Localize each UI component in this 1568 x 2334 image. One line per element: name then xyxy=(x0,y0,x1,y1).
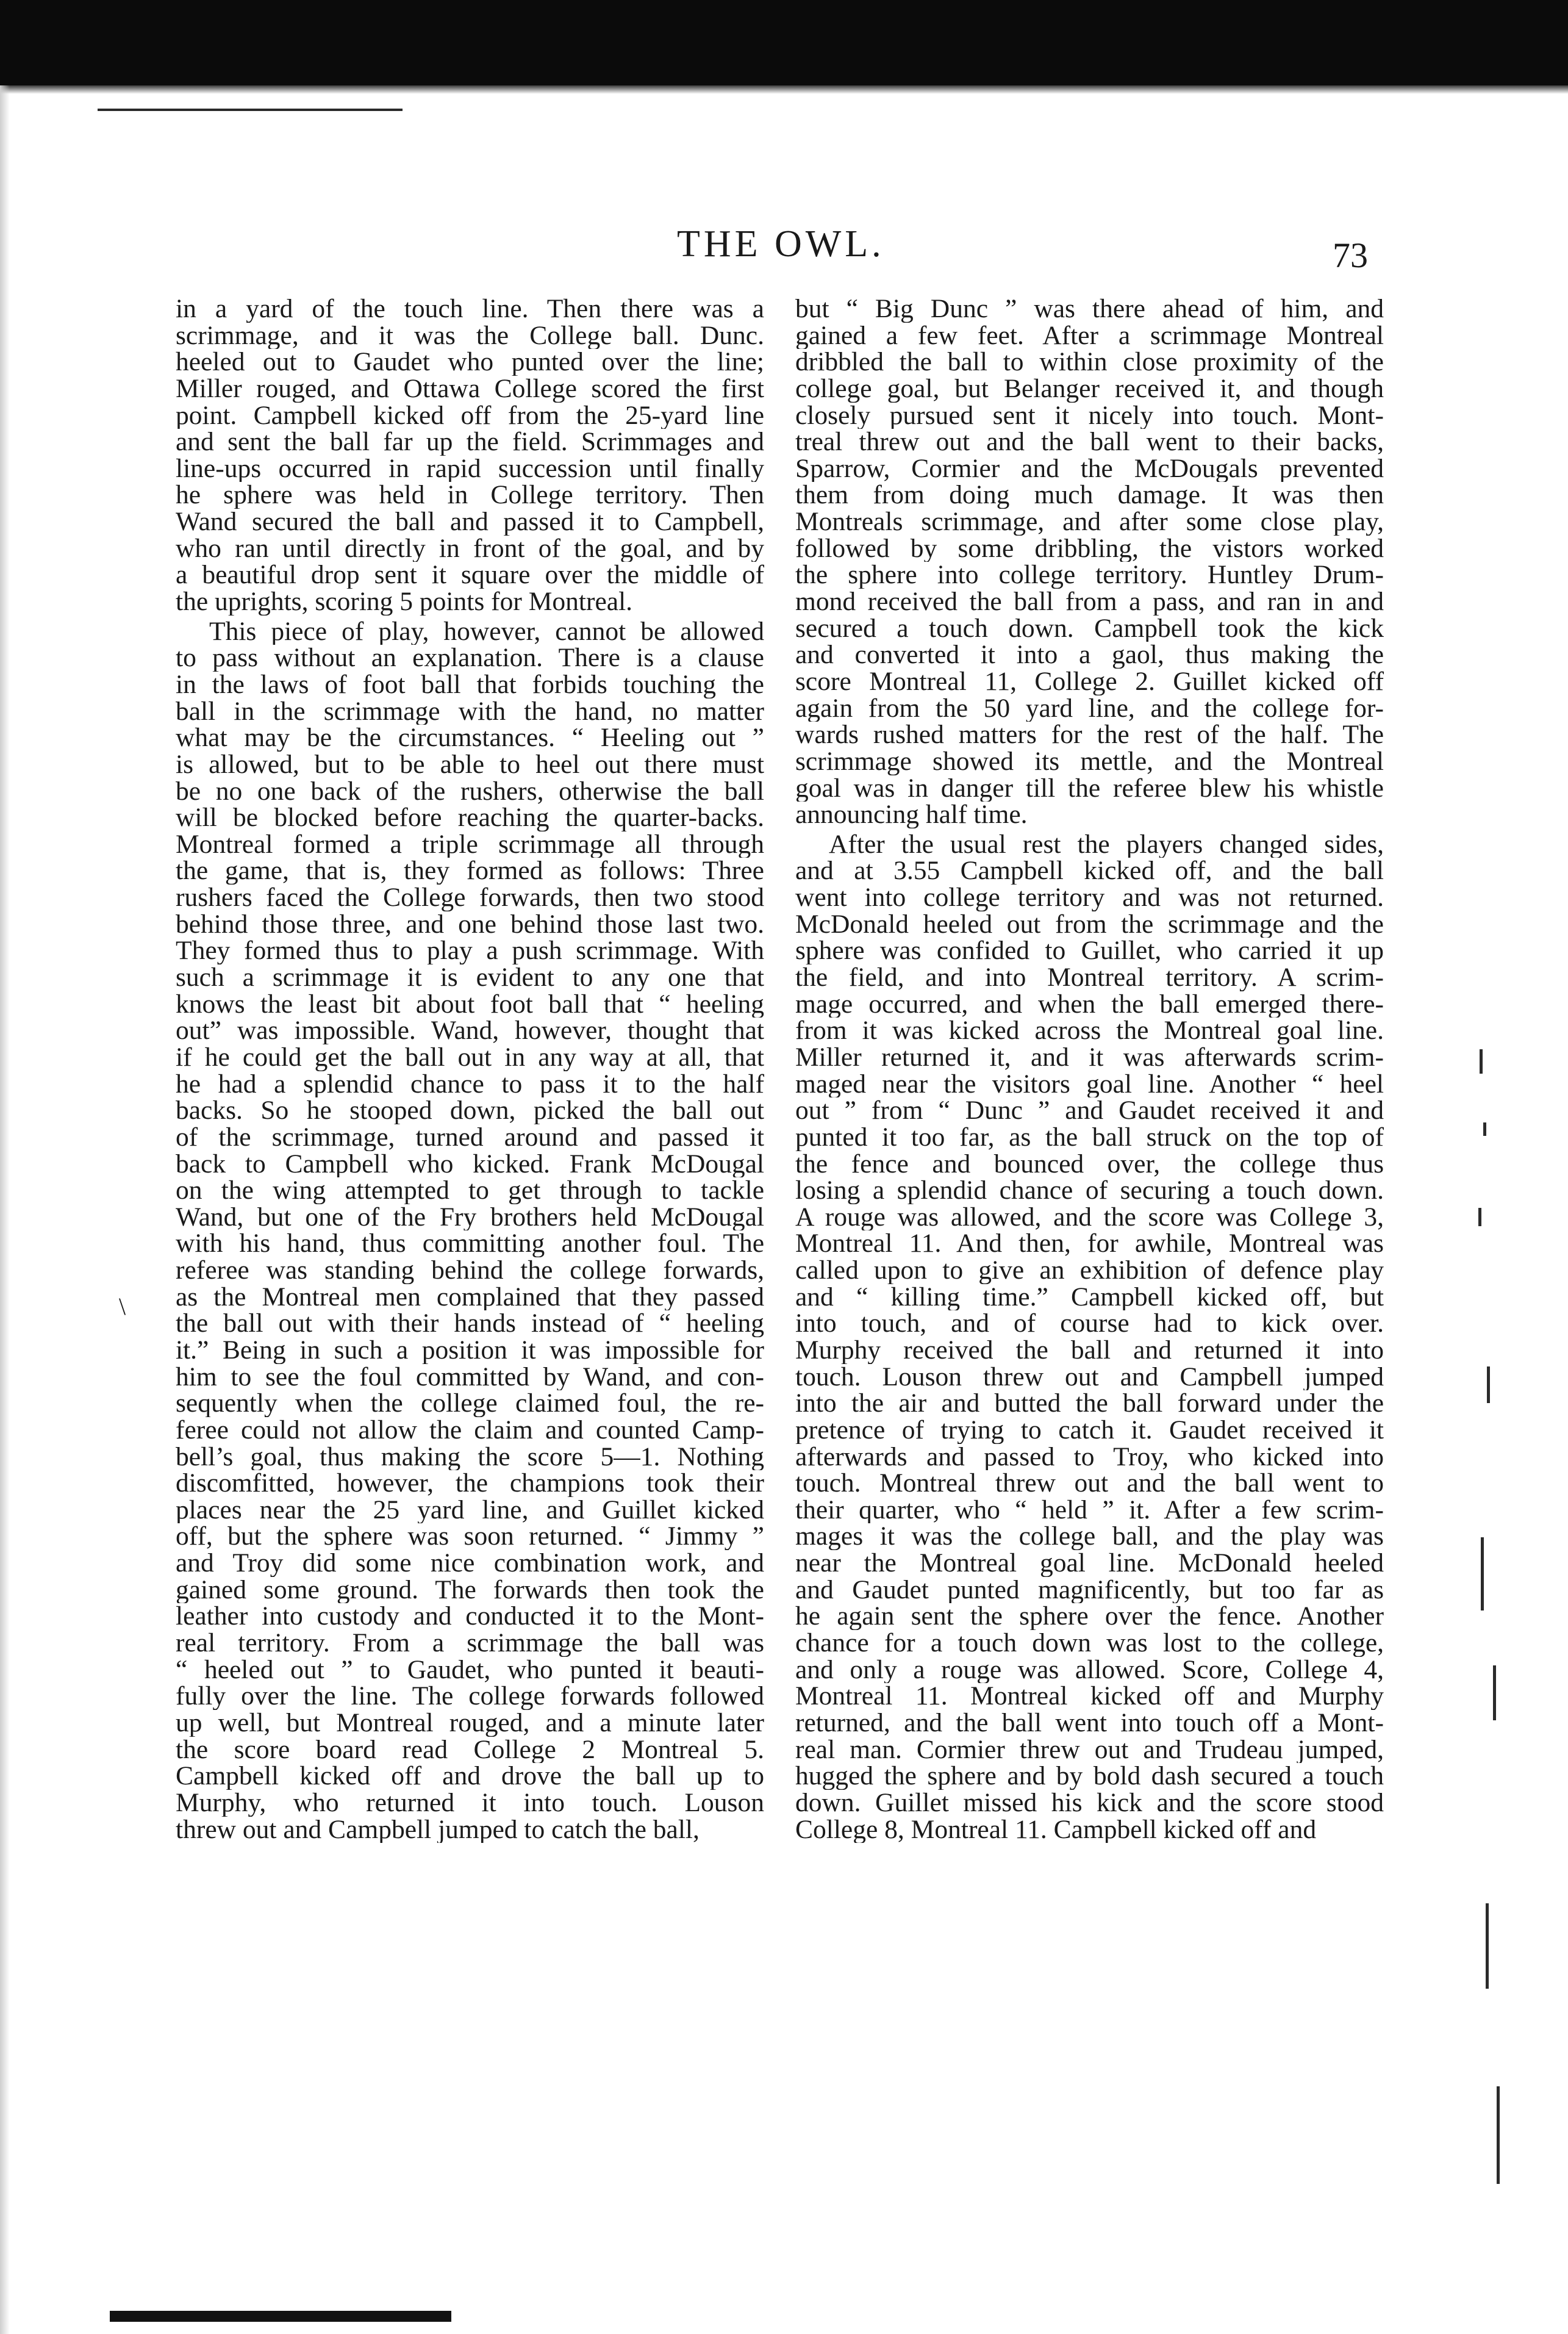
text-line: and “ killing time.” Campbell kicked off, but xyxy=(795,1284,1384,1311)
text-line: score Montreal 11, College 2. Guillet kicked off xyxy=(795,668,1384,695)
text-line: Montreal 11. Montreal kicked off and Murphy xyxy=(795,1683,1384,1710)
running-head-title: THE OWL. xyxy=(677,223,885,265)
bottom-rule xyxy=(110,2311,451,2322)
text-column-right xyxy=(795,296,1384,1843)
text-line: who ran until directly in front of the goal, and by xyxy=(176,535,764,562)
text-line: Sparrow, Cormier and the McDougals prevented xyxy=(795,455,1384,483)
text-line: from it was kicked across the Montreal goal line. xyxy=(795,1018,1384,1044)
text-line: punted it too far, as the ball struck on the top of xyxy=(795,1124,1384,1151)
header-rule xyxy=(98,109,403,111)
text-line: A rouge was allowed, and the score was College 3, xyxy=(795,1204,1384,1231)
text-line: real territory. From a scrimmage the ball was xyxy=(176,1630,764,1657)
text-line: is allowed, but to be able to heel out there must xyxy=(176,751,764,778)
text-line: Montreal 11. And then, for awhile, Montreal was xyxy=(795,1230,1384,1258)
text-line: and only a rouge was allowed. Score, College 4, xyxy=(795,1656,1384,1684)
text-line: the fence and bounced over, the college thus xyxy=(795,1151,1384,1178)
text-line: the ball out with their hands instead of “ heeling xyxy=(176,1310,764,1337)
text-line: their quarter, who “ held ” it. After a few scrim- xyxy=(795,1496,1384,1524)
text-line: off, but the sphere was soon returned. “ Jimmy ” xyxy=(176,1523,764,1551)
text-line: and Gaudet punted magnificently, but too far as xyxy=(795,1576,1384,1604)
text-line: discomfitted, however, the champions took their xyxy=(176,1470,764,1497)
page-number: 73 xyxy=(1333,235,1368,275)
text-line: mage occurred, and when the ball emerged there- xyxy=(795,991,1384,1018)
text-line: point. Campbell kicked off from the 25-yard line xyxy=(176,402,764,429)
scan-left-shadow xyxy=(0,85,10,2334)
text-line: After the usual rest the players changed sides, xyxy=(829,831,1384,858)
text-line: what may be the circumstances. “ Heeling out ” xyxy=(176,725,764,752)
text-line: on the wing attempted to get through to tackle xyxy=(176,1177,764,1204)
text-line: Miller returned it, and it was afterwards scrim- xyxy=(795,1044,1384,1071)
text-line: again from the 50 yard line, and the college for- xyxy=(795,695,1384,722)
text-line: called upon to give an exhibition of defence play xyxy=(795,1257,1384,1284)
text-line: returned, and the ball went into touch off a Mont- xyxy=(795,1709,1384,1737)
text-line: to pass without an explanation. There is a clause xyxy=(176,645,764,672)
text-line: Montreal formed a triple scrimmage all through xyxy=(176,831,764,858)
text-line: This piece of play, however, cannot be allowed xyxy=(209,618,764,645)
margin-mark: \ xyxy=(119,1293,126,1320)
text-line: college goal, but Belanger received it, and though xyxy=(795,375,1384,403)
text-line: McDonald heeled out from the scrimmage and the xyxy=(795,911,1384,938)
text-line: the sphere into college territory. Huntley Drum- xyxy=(795,562,1384,589)
text-line: them from doing much damage. It was then xyxy=(795,482,1384,509)
text-line: mages it was the college ball, and the play was xyxy=(795,1523,1384,1551)
text-line: dribbled the ball to within close proximity of the xyxy=(795,349,1384,376)
text-line: him to see the foul committed by Wand, and con- xyxy=(176,1363,764,1391)
text-line: behind those three, and one behind those last two. xyxy=(176,911,764,938)
text-line: out” was impossible. Wand, however, thought that xyxy=(176,1018,764,1044)
text-line: out ” from “ Dunc ” and Gaudet received it and xyxy=(795,1097,1384,1124)
text-line: secured a touch down. Campbell took the kick xyxy=(795,615,1384,642)
text-line: such a scrimmage it is evident to any one that xyxy=(176,964,764,991)
text-line: Wand, but one of the Fry brothers held McDougal xyxy=(176,1204,764,1231)
text-line: went into college territory and was not returned. xyxy=(795,885,1384,911)
text-line: followed by some dribbling, the vistors worked xyxy=(795,535,1384,562)
text-line: be no one back of the rushers, otherwise the ball xyxy=(176,778,764,805)
text-line: he again sent the sphere over the fence. Another xyxy=(795,1603,1384,1631)
text-line: up well, but Montreal rouged, and a minute later xyxy=(176,1709,764,1737)
text-line: knows the least bit about foot ball that “ heeling xyxy=(176,991,764,1018)
text-line: College 8, Montreal 11. Campbell kicked off and xyxy=(795,1816,1317,1844)
scan-top-border xyxy=(0,0,1568,85)
text-line: rushers faced the College forwards, then two stood xyxy=(176,885,764,911)
text-line: sphere was confided to Guillet, who carried it up xyxy=(795,938,1384,965)
text-line: real man. Cormier threw out and Trudeau jumped, xyxy=(795,1736,1384,1764)
text-line: Montreals scrimmage, and after some close play, xyxy=(795,509,1384,536)
text-line: if he could get the ball out in any way at all, that xyxy=(176,1044,764,1071)
text-line: gained a few feet. After a scrimmage Montreal xyxy=(795,322,1384,350)
text-line: fully over the line. The college forwards followed xyxy=(176,1683,764,1710)
text-line: heeled out to Gaudet who punted over the line; xyxy=(176,349,764,376)
text-line: and Troy did some nice combination work, and xyxy=(176,1550,764,1577)
text-line: losing a splendid chance of securing a touch down. xyxy=(795,1177,1384,1204)
text-line: They formed thus to play a push scrimmage. With xyxy=(176,938,764,965)
text-line: Murphy, who returned it into touch. Louson xyxy=(176,1789,764,1817)
text-line: wards rushed matters for the rest of the half. The xyxy=(795,722,1384,749)
text-line: leather into custody and conducted it to the Mont- xyxy=(176,1603,764,1631)
text-line: scrimmage showed its mettle, and the Montreal xyxy=(795,748,1384,775)
text-line: maged near the visitors goal line. Another “ heel xyxy=(795,1071,1384,1098)
text-line: into touch, and of course had to kick over. xyxy=(795,1310,1384,1337)
text-line: the score board read College 2 Montreal 5. xyxy=(176,1736,764,1764)
text-line: in a yard of the touch line. Then there was a xyxy=(176,296,764,323)
text-line: pretence of trying to catch it. Gaudet received it xyxy=(795,1417,1384,1444)
text-line: Murphy received the ball and returned it into xyxy=(795,1337,1384,1364)
text-line: places near the 25 yard line, and Guillet kicked xyxy=(176,1496,764,1524)
text-line: afterwards and passed to Troy, who kicked into xyxy=(795,1443,1384,1471)
text-line: announcing half time. xyxy=(795,802,1028,828)
text-line: chance for a touch down was lost to the college, xyxy=(795,1630,1384,1657)
text-line: and sent the ball far up the field. Scrimmages and xyxy=(176,429,764,456)
text-line: treal threw out and the ball went to their backs, xyxy=(795,429,1384,456)
text-column-left xyxy=(176,296,764,1843)
text-line: will be blocked before reaching the quarter-backs. xyxy=(176,805,764,831)
text-line: a beautiful drop sent it square over the middle of xyxy=(176,562,764,589)
text-line: and converted it into a gaol, thus making the xyxy=(795,642,1384,669)
text-line: feree could not allow the claim and counted Camp- xyxy=(176,1417,764,1444)
text-line: Miller rouged, and Ottawa College scored the first xyxy=(176,375,764,403)
text-line: the uprights, scoring 5 points for Montreal. xyxy=(176,589,633,616)
text-line: and at 3.55 Campbell kicked off, and the ball xyxy=(795,858,1384,885)
text-line: backs. So he stooped down, picked the ball out xyxy=(176,1097,764,1124)
text-line: referee was standing behind the college forwards, xyxy=(176,1257,764,1284)
text-line: hugged the sphere and by bold dash secured a touch xyxy=(795,1763,1384,1790)
text-line: touch. Montreal threw out and the ball went to xyxy=(795,1470,1384,1497)
text-line: he sphere was held in College territory. Then xyxy=(176,482,764,509)
text-line: it.” Being in such a position it was impossible for xyxy=(176,1337,764,1364)
text-line: scrimmage, and it was the College ball. Dunc. xyxy=(176,322,764,350)
text-line: near the Montreal goal line. McDonald heeled xyxy=(795,1550,1384,1577)
text-line: back to Campbell who kicked. Frank McDougal xyxy=(176,1151,764,1178)
text-line: mond received the ball from a pass, and ran in and xyxy=(795,589,1384,616)
text-line: “ heeled out ” to Gaudet, who punted it beauti- xyxy=(176,1656,764,1684)
text-line: closely pursued sent it nicely into touch. Mont- xyxy=(795,402,1384,429)
text-line: sequently when the college claimed foul, the re- xyxy=(176,1390,764,1417)
text-line: the field, and into Montreal territory. A scrim- xyxy=(795,964,1384,991)
text-line: line-ups occurred in rapid succession until finally xyxy=(176,455,764,483)
text-line: into the air and butted the ball forward under the xyxy=(795,1390,1384,1417)
text-line: Wand secured the ball and passed it to Campbell, xyxy=(176,509,764,536)
text-line: threw out and Campbell jumped to catch the ball, xyxy=(176,1816,700,1844)
text-line: of the scrimmage, turned around and passed it xyxy=(176,1124,764,1151)
text-line: in the laws of foot ball that forbids touching the xyxy=(176,671,764,698)
text-line: ball in the scrimmage with the hand, no matter xyxy=(176,698,764,725)
text-line: gained some ground. The forwards then took the xyxy=(176,1576,764,1604)
text-line: down. Guillet missed his kick and the score stood xyxy=(795,1789,1384,1817)
text-line: bell’s goal, thus making the score 5—1. Nothing xyxy=(176,1443,764,1471)
text-line: but “ Big Dunc ” was there ahead of him, and xyxy=(795,296,1384,323)
text-line: Campbell kicked off and drove the ball up to xyxy=(176,1763,764,1790)
text-line: as the Montreal men complained that they passed xyxy=(176,1284,764,1311)
text-line: with his hand, thus committing another foul. The xyxy=(176,1230,764,1258)
text-line: the game, that is, they formed as follows: Three xyxy=(176,858,764,885)
text-line: goal was in danger till the referee blew his whistle xyxy=(795,775,1384,802)
scan-edge-specks xyxy=(1475,1049,1511,2184)
text-line: he had a splendid chance to pass it to the half xyxy=(176,1071,764,1098)
text-line: touch. Louson threw out and Campbell jumped xyxy=(795,1363,1384,1391)
